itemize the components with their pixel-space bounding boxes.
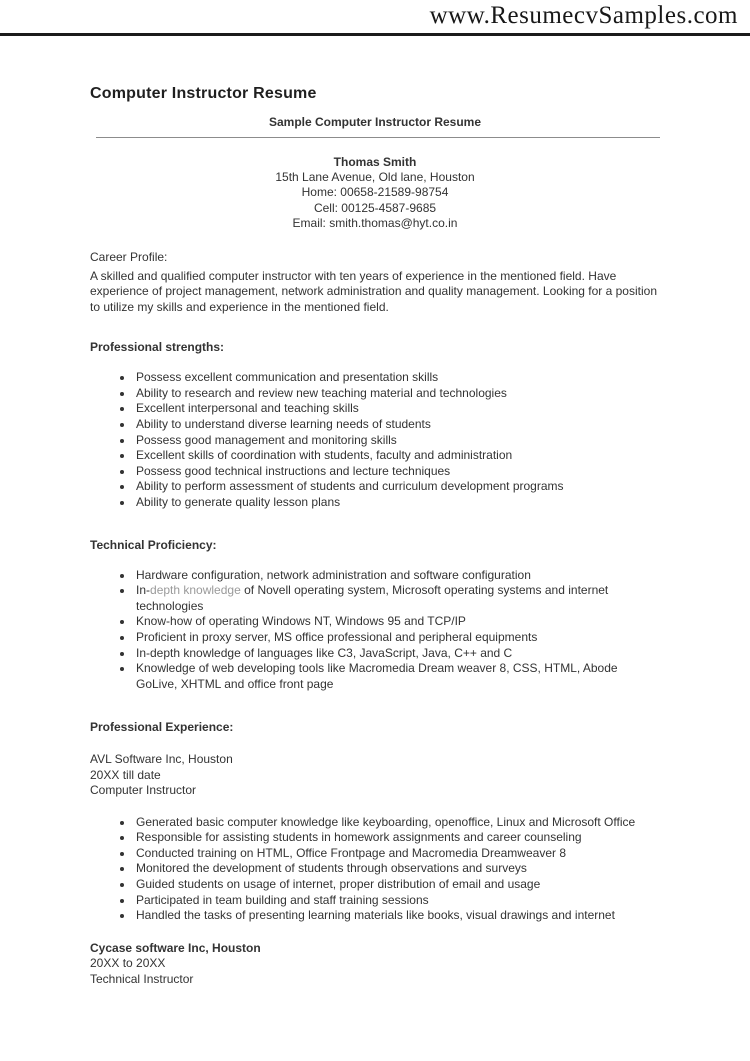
strength-item: • Possess good technical instructions and lecture techniques [134, 464, 660, 480]
contact-cell-phone: Cell: 00125-4587-9685 [313, 200, 437, 215]
technical-item: • In-depth knowledge of languages like C3, JavaScript, Java, C++ and C [134, 646, 660, 662]
technical-item-prefix: In- [136, 583, 151, 598]
job-block [90, 941, 660, 987]
contact-block [90, 155, 660, 231]
subtitle-divider [96, 137, 660, 138]
job-duty-item: • Responsible for assisting students in homework assignments and career counseling [134, 830, 660, 846]
strength-item: • Ability to understand diverse learning needs of students [134, 417, 660, 433]
technical-item: • Hardware configuration, network administration and software configuration [134, 568, 660, 584]
technical-item: • Knowledge of web developing tools like Macromedia Dream weaver 8, CSS, HTML, Abode GoLive, XHTML and office front page [134, 661, 660, 692]
professional-strengths-section [90, 340, 660, 510]
technical-item-rest: of Novell operating system, Microsoft operating systems and internet technologies [136, 583, 609, 613]
job-duty-item: • Conducted training on HTML, Office Frontpage and Macromedia Dreamweaver 8 [134, 846, 660, 862]
page-title: Computer Instructor Resume [90, 85, 317, 102]
career-profile-section [90, 250, 660, 315]
strength-item: • Ability to research and review new teaching material and technologies [134, 386, 660, 402]
strength-item: • Excellent interpersonal and teaching skills [134, 401, 660, 417]
professional-strengths-list [90, 370, 660, 510]
job-block [90, 752, 660, 798]
job-duty-item: • Participated in team building and staff training sessions [134, 893, 660, 909]
resume-content [0, 36, 750, 987]
contact-home-phone: Home: 00658-21589-98754 [301, 185, 449, 200]
job-title: Technical Instructor [90, 971, 194, 986]
career-profile-heading: Career Profile: [90, 250, 168, 265]
job-dates: 20XX to 20XX [90, 956, 166, 971]
job-company: Cycase software Inc, Houston [90, 940, 261, 955]
contact-name: Thomas Smith [333, 155, 417, 169]
job-duty-item: • Handled the tasks of presenting learning materials like books, visual drawings and internet [134, 908, 660, 924]
job-duty-item: • Monitored the development of students through observations and surveys [134, 861, 660, 877]
professional-experience-heading: Professional Experience: [90, 720, 234, 735]
site-header [0, 0, 750, 30]
technical-item: • Proficient in proxy server, MS office professional and peripheral equipments [134, 630, 660, 646]
page-subtitle: Sample Computer Instructor Resume [268, 115, 482, 129]
technical-proficiency-heading: Technical Proficiency: [90, 537, 217, 552]
technical-proficiency-section [90, 538, 660, 693]
career-profile-text: A skilled and qualified computer instructor with ten years of experience in the mentioned field. Have experience of project management, network administration and quality management. Looking for a position to utilize my skills and experience in the mentioned field. [90, 269, 657, 314]
technical-proficiency-list [90, 568, 660, 693]
job-duty-item: • Generated basic computer knowledge like keyboarding, openoffice, Linux and Microsoft Office [134, 815, 660, 831]
strength-item: • Possess excellent communication and presentation skills [134, 370, 660, 386]
job-title: Computer Instructor [90, 783, 197, 798]
technical-item [134, 583, 660, 614]
professional-strengths-heading: Professional strengths: [90, 340, 225, 355]
strength-item: • Ability to perform assessment of students and curriculum development programs [134, 479, 660, 495]
job-duties-list [90, 815, 660, 924]
site-name: www.ResumecvSamples.com [429, 2, 738, 29]
strength-item: • Possess good management and monitoring skills [134, 433, 660, 449]
technical-item-gray-text: depth knowledge [150, 583, 241, 598]
contact-address: 15th Lane Avenue, Old lane, Houston [275, 170, 475, 185]
technical-item: • Know-how of operating Windows NT, Windows 95 and TCP/IP [134, 614, 660, 630]
job-company: AVL Software Inc, Houston [90, 752, 233, 767]
job-dates: 20XX till date [90, 767, 161, 782]
job-duty-item: • Guided students on usage of internet, proper distribution of email and usage [134, 877, 660, 893]
professional-experience-section [90, 720, 660, 987]
strength-item: • Ability to generate quality lesson plans [134, 495, 660, 511]
contact-email: Email: smith.thomas@hyt.co.in [292, 215, 458, 230]
strength-item: • Excellent skills of coordination with students, faculty and administration [134, 448, 660, 464]
